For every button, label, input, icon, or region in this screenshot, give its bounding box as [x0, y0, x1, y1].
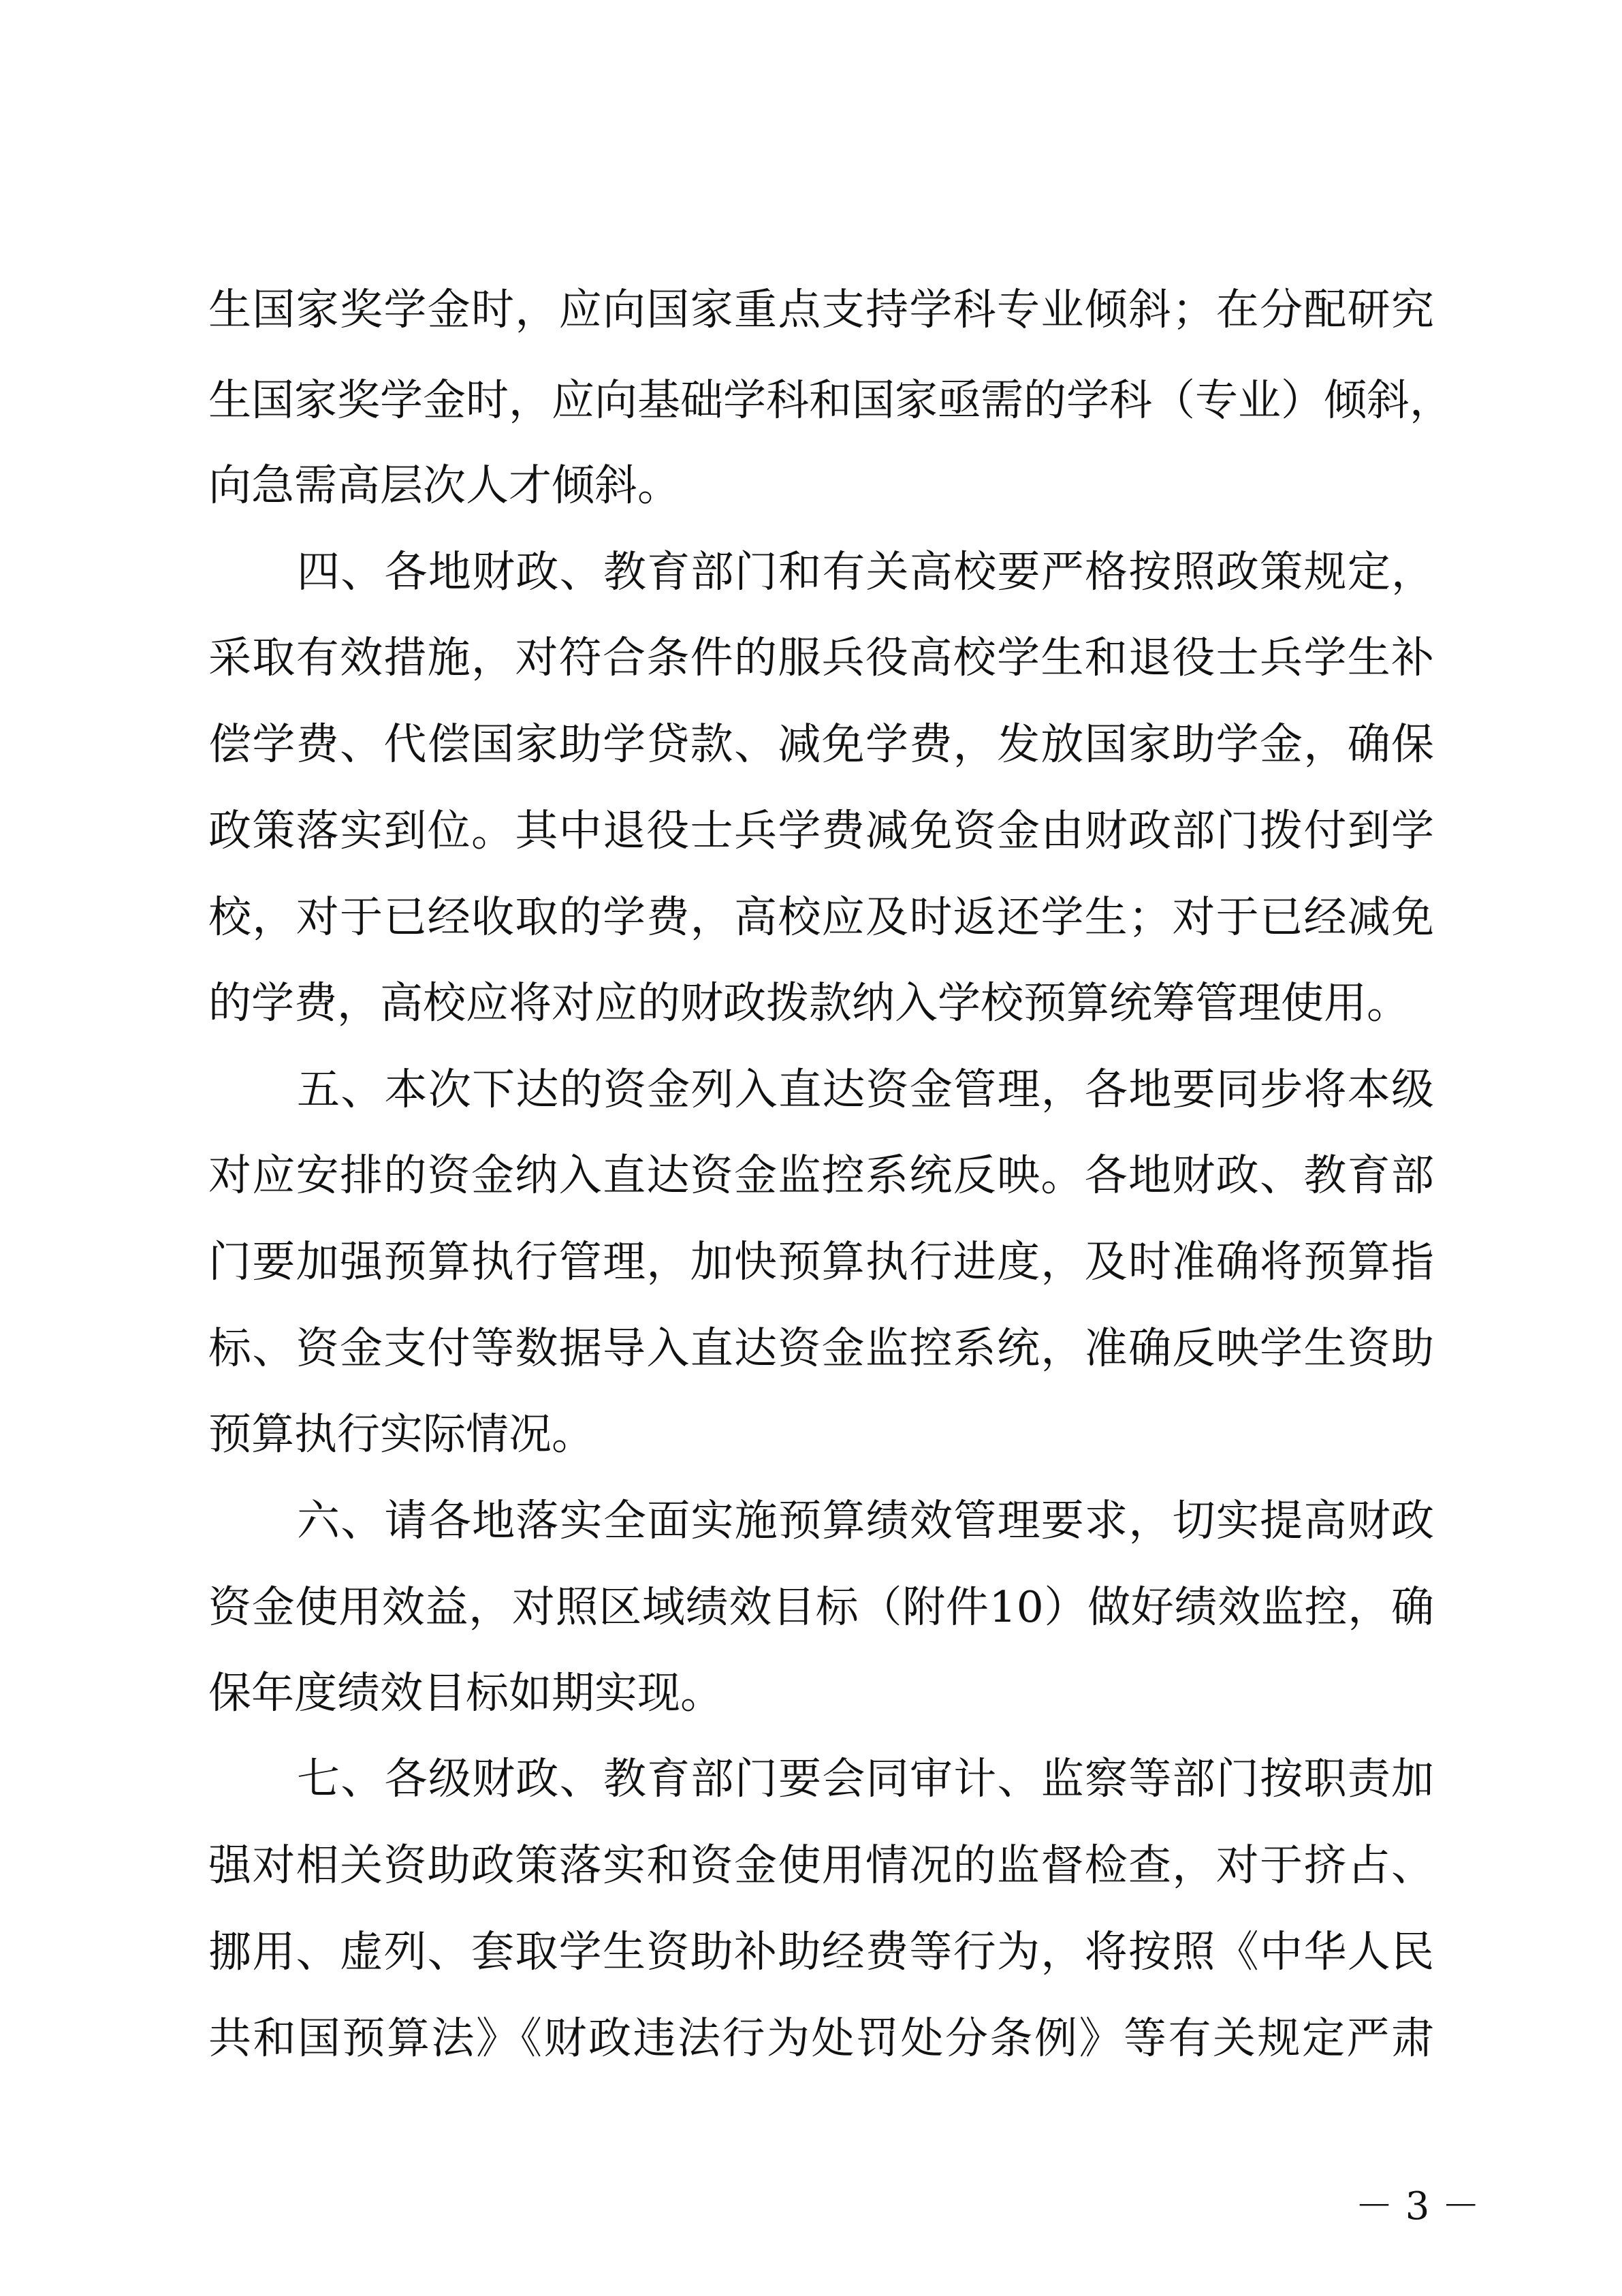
body-text-line: 的学费，高校应将对应的财政拨款纳入学校预算统筹管理使用。: [208, 978, 1410, 1028]
body-text-line: 共和国预算法》《财政违法行为处罚处分条例》等有关规定严肃: [208, 2013, 1434, 2063]
paragraph-seven-start: 七、各级财政、教育部门要会同审计、监察等部门按职责加: [297, 1754, 1434, 1804]
body-text-line: 强对相关资助政策落实和资金使用情况的监督检查，对于挤占、: [208, 1840, 1434, 1890]
body-text-line: 向急需高层次人才倾斜。: [208, 460, 680, 510]
page-number: － 3 －: [1355, 2184, 1480, 2229]
body-text-line: 偿学费、代偿国家助学贷款、减免学费，发放国家助学金，确保: [208, 719, 1434, 769]
body-text-line: 政策落实到位。其中退役士兵学费减免资金由财政部门拨付到学: [208, 806, 1434, 855]
body-text-line: 校，对于已经收取的学费，高校应及时返还学生；对于已经减免: [208, 892, 1434, 942]
body-text-line: 生国家奖学金时，应向国家重点支持学科专业倾斜；在分配研究: [208, 285, 1434, 334]
body-text-line: 保年度绩效目标如期实现。: [208, 1668, 723, 1718]
body-text-line: 采取有效措施，对符合条件的服兵役高校学生和退役士兵学生补: [208, 633, 1434, 682]
paragraph-six-start: 六、请各地落实全面实施预算绩效管理要求，切实提高财政: [297, 1496, 1434, 1545]
body-text-line: 对应安排的资金纳入直达资金监控系统反映。各地财政、教育部: [208, 1150, 1434, 1200]
paragraph-four-start: 四、各地财政、教育部门和有关高校要严格按照政策规定，: [297, 547, 1434, 597]
paragraph-five-start: 五、本次下达的资金列入直达资金管理，各地要同步将本级: [297, 1065, 1434, 1114]
body-text-line: 预算执行实际情况。: [208, 1409, 594, 1459]
body-text-line: 资金使用效益，对照区域绩效目标（附件10）做好绩效监控，确: [208, 1582, 1434, 1632]
body-text-line: 标、资金支付等数据导入直达资金监控系统，准确反映学生资助: [208, 1323, 1434, 1373]
body-text-line: 门要加强预算执行管理，加快预算执行进度，及时准确将预算指: [208, 1237, 1434, 1287]
body-text-line: 生国家奖学金时，应向基础学科和国家亟需的学科（专业）倾斜，: [208, 375, 1452, 425]
body-text-line: 挪用、虚列、套取学生资助补助经费等行为，将按照《中华人民: [208, 1927, 1434, 1977]
